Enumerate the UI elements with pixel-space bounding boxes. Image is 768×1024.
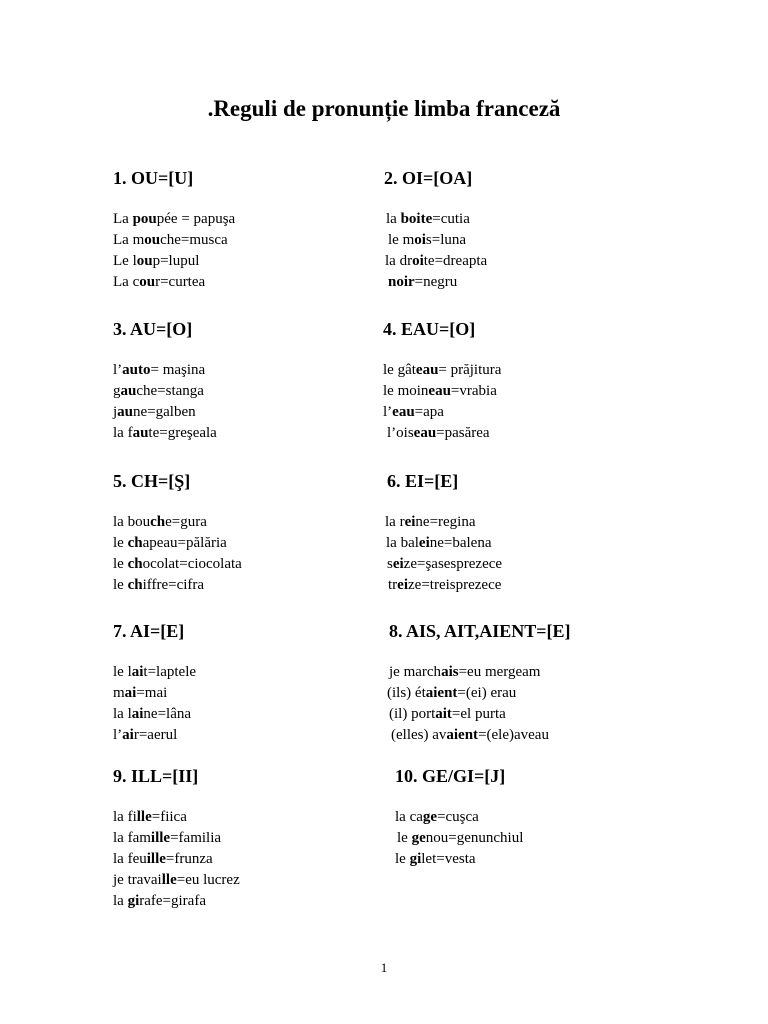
example-text: =cutia bbox=[432, 211, 470, 227]
rule-heading: 5. CH=[Ş] bbox=[113, 471, 191, 491]
example-text: l’ois bbox=[387, 425, 414, 441]
example-text: le m bbox=[388, 232, 415, 248]
example-text: la dr bbox=[385, 253, 413, 269]
example-line bbox=[395, 807, 479, 827]
example-line bbox=[113, 423, 217, 443]
example-text: le bbox=[113, 535, 128, 551]
highlighted-sound: eau bbox=[413, 425, 437, 441]
example-text: (il) port bbox=[389, 706, 436, 722]
example-line bbox=[113, 575, 204, 595]
example-line bbox=[395, 849, 476, 869]
example-line bbox=[113, 533, 227, 553]
example-text: te=dreapta bbox=[423, 253, 488, 269]
highlighted-sound: ais bbox=[441, 664, 459, 680]
example-text: e=gura bbox=[165, 514, 207, 530]
highlighted-sound: eau bbox=[428, 383, 451, 399]
example-line bbox=[113, 683, 167, 703]
example-line bbox=[386, 533, 492, 553]
example-line bbox=[113, 272, 205, 292]
example-line bbox=[113, 807, 187, 827]
rule-heading: 2. OI=[OA] bbox=[384, 168, 473, 188]
highlighted-sound: ou bbox=[144, 232, 161, 248]
example-line bbox=[113, 828, 221, 848]
example-line bbox=[113, 360, 205, 380]
rule-heading: 6. EI=[E] bbox=[387, 471, 459, 491]
highlighted-sound: ille bbox=[150, 830, 171, 846]
example-text: la r bbox=[385, 514, 405, 530]
example-text: =apa bbox=[414, 404, 444, 420]
example-line bbox=[389, 662, 540, 682]
example-line bbox=[113, 512, 207, 532]
example-text: La c bbox=[113, 274, 140, 290]
rule-heading: 3. AU=[O] bbox=[113, 319, 193, 339]
highlighted-sound: ai bbox=[124, 685, 137, 701]
example-text: l’ bbox=[113, 362, 123, 378]
example-text: =fiica bbox=[151, 809, 187, 825]
highlighted-sound: ille bbox=[146, 851, 166, 867]
rule-heading: 1. OU=[U] bbox=[113, 168, 194, 188]
highlighted-sound: gi bbox=[409, 851, 422, 867]
example-text: =el purta bbox=[451, 706, 506, 722]
rule-heading: 10. GE/GI=[J] bbox=[395, 766, 506, 786]
highlighted-sound: ei bbox=[397, 577, 408, 593]
example-text: le bbox=[395, 851, 410, 867]
example-line bbox=[113, 704, 191, 724]
example-text: =eu lucrez bbox=[176, 872, 240, 888]
example-text: =eu mergeam bbox=[458, 664, 541, 680]
highlighted-sound: lle bbox=[136, 809, 152, 825]
highlighted-sound: aient bbox=[425, 685, 458, 701]
highlighted-sound: ei bbox=[418, 535, 430, 551]
example-text: te=greşeala bbox=[148, 425, 217, 441]
example-text: =mai bbox=[136, 685, 168, 701]
example-text: La bbox=[113, 211, 133, 227]
example-line bbox=[383, 381, 497, 401]
example-line bbox=[113, 870, 240, 890]
example-text: rafe=girafa bbox=[139, 893, 206, 909]
rule-heading: 8. AIS, AIT,AIENT=[E] bbox=[389, 621, 571, 641]
example-line bbox=[113, 381, 204, 401]
example-line bbox=[387, 423, 490, 443]
highlighted-sound: ou bbox=[136, 253, 153, 269]
example-text: t=laptele bbox=[143, 664, 197, 680]
example-text: =(ele)aveau bbox=[478, 727, 549, 743]
example-text: g bbox=[113, 383, 121, 399]
example-text: la bbox=[113, 893, 128, 909]
example-text: ne=galben bbox=[133, 404, 196, 420]
highlighted-sound: ai bbox=[131, 706, 144, 722]
example-line bbox=[113, 209, 235, 229]
example-text: = maşina bbox=[150, 362, 206, 378]
example-text: apeau=pălăria bbox=[142, 535, 227, 551]
highlighted-sound: ge bbox=[422, 809, 438, 825]
example-text: ne=lâna bbox=[143, 706, 192, 722]
example-line bbox=[383, 360, 501, 380]
highlighted-sound: oi bbox=[412, 253, 424, 269]
highlighted-sound: ou bbox=[139, 274, 156, 290]
example-line bbox=[387, 554, 502, 574]
example-line bbox=[113, 402, 196, 422]
example-text: la bal bbox=[386, 535, 419, 551]
example-text: le moin bbox=[383, 383, 429, 399]
highlighted-sound: ch bbox=[127, 577, 143, 593]
example-text: La m bbox=[113, 232, 145, 248]
example-line bbox=[386, 209, 470, 229]
example-text: ocolat=ciocolata bbox=[142, 556, 242, 572]
example-text: la fam bbox=[113, 830, 151, 846]
page-title: .Reguli de pronunție limba franceză bbox=[207, 96, 561, 121]
highlighted-sound: noir bbox=[388, 274, 415, 290]
example-line bbox=[113, 849, 213, 869]
highlighted-sound: ait bbox=[435, 706, 452, 722]
highlighted-sound: ch bbox=[127, 556, 143, 572]
example-text: je travai bbox=[113, 872, 162, 888]
example-text: le bbox=[113, 556, 128, 572]
example-line bbox=[388, 575, 501, 595]
highlighted-sound: ch bbox=[127, 535, 143, 551]
example-text: =(ei) erau bbox=[457, 685, 517, 701]
highlighted-sound: oi bbox=[414, 232, 426, 248]
highlighted-sound: eau bbox=[415, 362, 439, 378]
example-line bbox=[113, 891, 206, 911]
example-text: s=luna bbox=[425, 232, 467, 248]
example-line bbox=[113, 230, 228, 250]
highlighted-sound: au bbox=[120, 383, 137, 399]
example-line bbox=[385, 251, 487, 271]
example-text: ze=şasesprezece bbox=[403, 556, 503, 572]
example-text: Le l bbox=[113, 253, 137, 269]
highlighted-sound: boite bbox=[400, 211, 433, 227]
example-line bbox=[397, 828, 523, 848]
example-line bbox=[387, 683, 516, 703]
highlighted-sound: ch bbox=[150, 514, 166, 530]
example-line bbox=[388, 230, 466, 250]
example-line bbox=[113, 251, 199, 271]
example-line bbox=[113, 662, 196, 682]
highlighted-sound: aient bbox=[446, 727, 479, 743]
example-text: la feu bbox=[113, 851, 147, 867]
example-line bbox=[389, 704, 506, 724]
example-text: =cuşca bbox=[437, 809, 479, 825]
highlighted-sound: ai bbox=[131, 664, 144, 680]
example-text: che=stanga bbox=[136, 383, 204, 399]
rule-heading: 9. ILL=[II] bbox=[113, 766, 199, 786]
highlighted-sound: ai bbox=[122, 727, 134, 743]
example-text: pée = papuşa bbox=[156, 211, 236, 227]
example-text: =familia bbox=[170, 830, 222, 846]
example-text: = prăjitura bbox=[438, 362, 502, 378]
example-text: =pasărea bbox=[436, 425, 490, 441]
example-text: la f bbox=[113, 425, 133, 441]
example-line bbox=[113, 554, 242, 574]
example-text: che=musca bbox=[160, 232, 228, 248]
rule-heading: 4. EAU=[O] bbox=[383, 319, 476, 339]
example-text: le l bbox=[113, 664, 132, 680]
example-text: la bbox=[386, 211, 401, 227]
example-text: la ca bbox=[395, 809, 423, 825]
highlighted-sound: au bbox=[117, 404, 134, 420]
example-text: (ils) ét bbox=[387, 685, 426, 701]
highlighted-sound: lle bbox=[161, 872, 177, 888]
example-text: (elles) av bbox=[391, 727, 447, 743]
example-text: tr bbox=[388, 577, 398, 593]
example-text: s bbox=[387, 556, 393, 572]
highlighted-sound: auto bbox=[122, 362, 151, 378]
example-text: le gât bbox=[383, 362, 416, 378]
highlighted-sound: eau bbox=[392, 404, 415, 420]
example-text: ze=treisprezece bbox=[408, 577, 502, 593]
example-line bbox=[113, 725, 177, 745]
example-text: r=aerul bbox=[133, 727, 178, 743]
example-text: le bbox=[397, 830, 412, 846]
highlighted-sound: ge bbox=[411, 830, 426, 846]
example-text: la bou bbox=[113, 514, 151, 530]
example-text: la l bbox=[113, 706, 132, 722]
example-text: m bbox=[113, 685, 125, 701]
page-number: 1 bbox=[380, 960, 388, 975]
highlighted-sound: pou bbox=[132, 211, 157, 227]
example-text: ne=balena bbox=[429, 535, 492, 551]
example-text: =frunza bbox=[165, 851, 213, 867]
example-text: ne=regina bbox=[415, 514, 476, 530]
example-line bbox=[385, 512, 476, 532]
example-text: je march bbox=[389, 664, 442, 680]
example-line bbox=[391, 725, 549, 745]
example-line bbox=[388, 272, 457, 292]
example-text: let=vesta bbox=[421, 851, 476, 867]
example-text: l’ bbox=[113, 727, 123, 743]
example-text: p=lupul bbox=[152, 253, 200, 269]
highlighted-sound: gi bbox=[127, 893, 140, 909]
example-text: =negru bbox=[414, 274, 458, 290]
example-text: =vrabia bbox=[450, 383, 497, 399]
example-text: la fi bbox=[113, 809, 137, 825]
highlighted-sound: ei bbox=[392, 556, 404, 572]
example-text: j bbox=[113, 404, 118, 420]
example-text: iffre=cifra bbox=[142, 577, 205, 593]
highlighted-sound: au bbox=[132, 425, 149, 441]
rule-heading: 7. AI=[E] bbox=[113, 621, 185, 641]
highlighted-sound: ei bbox=[404, 514, 416, 530]
example-text: le bbox=[113, 577, 128, 593]
example-text: nou=genunchiul bbox=[425, 830, 524, 846]
example-text: r=curtea bbox=[155, 274, 206, 290]
example-text: l’ bbox=[383, 404, 393, 420]
example-line bbox=[383, 402, 444, 422]
